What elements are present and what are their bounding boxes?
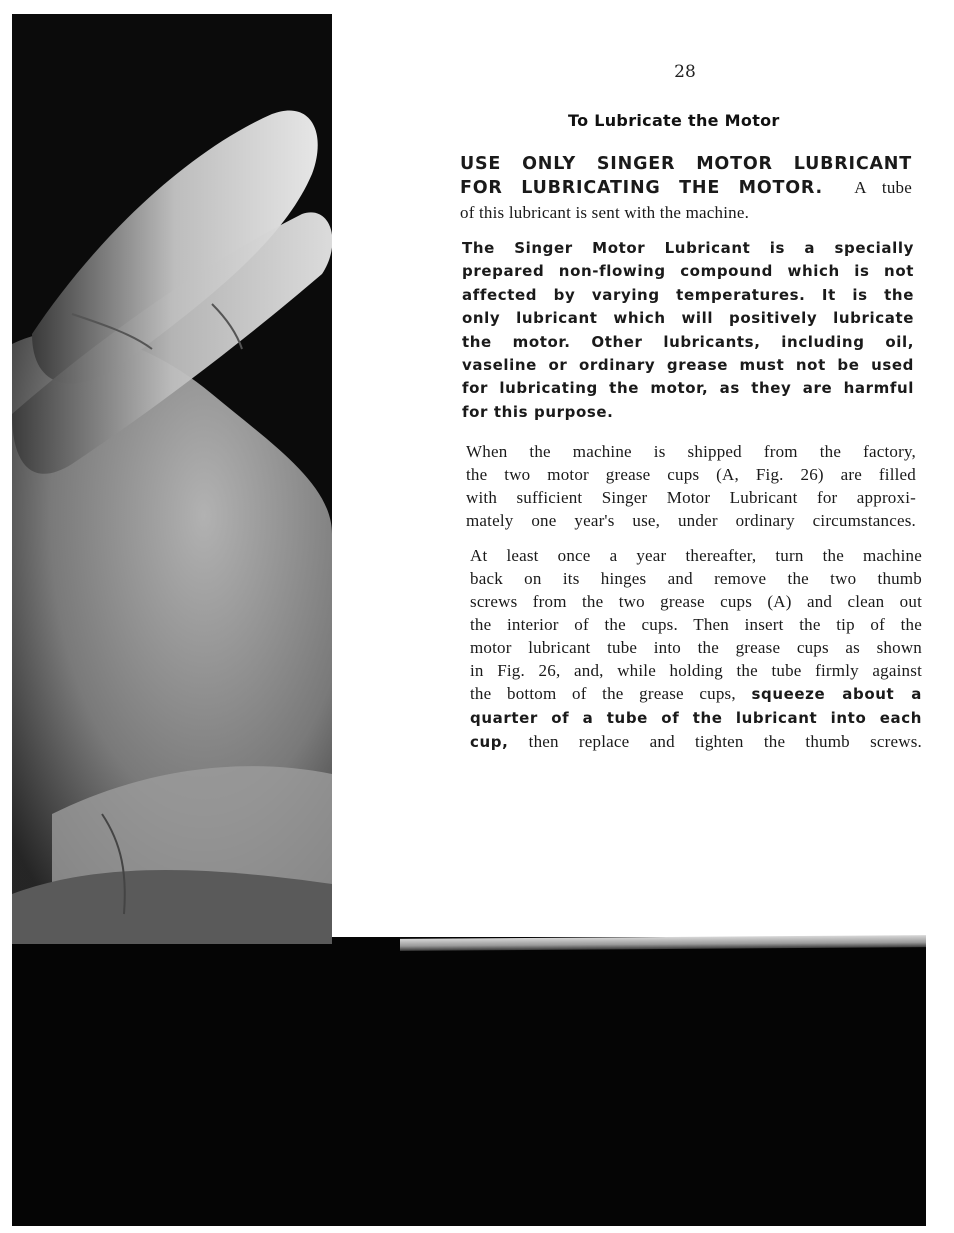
hand-photo bbox=[12, 14, 332, 944]
text-line: USE ONLY SINGER MOTOR LUBRICANT bbox=[460, 154, 912, 174]
page-number: 28 bbox=[674, 62, 696, 82]
text-line bbox=[460, 176, 912, 201]
text-line: in Fig. 26, and, while holding the tube firmly against bbox=[470, 661, 922, 680]
text-line: for this purpose. bbox=[462, 402, 614, 421]
serif-text: the bottom of the grease cups, bbox=[470, 684, 736, 703]
section-title: To Lubricate the Motor bbox=[568, 111, 780, 130]
text-line bbox=[470, 706, 922, 730]
text-line: vaseline or ordinary grease must not be used bbox=[462, 356, 914, 375]
text-line: When the machine is shipped from the factory, bbox=[466, 442, 916, 461]
text-line bbox=[470, 730, 922, 754]
text-line: The Singer Motor Lubricant is a specially bbox=[462, 239, 914, 257]
text-line: motor lubricant tube into the grease cups as shown bbox=[470, 638, 922, 657]
bold-text: squeeze about a bbox=[751, 685, 922, 703]
bold-text: cup, bbox=[470, 733, 509, 751]
serif-text: A tube bbox=[854, 178, 913, 197]
bold-text: quarter of a tube of the lubricant into each bbox=[470, 709, 922, 727]
paragraph-2 bbox=[462, 237, 914, 424]
text-line: mately one year's use, under ordinary circumstances. bbox=[466, 511, 916, 530]
text-line: prepared non-flowing compound which is not bbox=[462, 262, 914, 281]
text-line: the interior of the cups. Then insert the tip of the bbox=[470, 615, 922, 634]
caps-text: FOR LUBRICATING THE MOTOR. bbox=[460, 178, 823, 198]
text-line: screws from the two grease cups (A) and clean out bbox=[470, 592, 922, 611]
text-line: back on its hinges and remove the two thumb bbox=[470, 569, 922, 588]
text-line: At least once a year thereafter, turn the machine bbox=[470, 546, 922, 565]
text-line: with sufficient Singer Motor Lubricant for approxi- bbox=[466, 488, 916, 507]
serif-text: then replace and tighten the thumb screws. bbox=[528, 732, 922, 751]
text-line: of this lubricant is sent with the machine. bbox=[460, 203, 750, 222]
text-line: affected by varying temperatures. It is the bbox=[462, 285, 914, 304]
text-line: only lubricant which will positively lubricate bbox=[462, 309, 914, 328]
text-line: for lubricating the motor, as they are harmful bbox=[462, 379, 914, 398]
hand-illustration bbox=[12, 14, 332, 944]
paragraph-4 bbox=[470, 544, 922, 754]
text-line: the motor. Other lubricants, including oil, bbox=[462, 332, 914, 351]
text-line: the two motor grease cups (A, Fig. 26) are filled bbox=[466, 465, 916, 484]
paragraph-1 bbox=[460, 152, 912, 224]
paragraph-3 bbox=[466, 440, 916, 532]
text-line bbox=[470, 682, 922, 706]
